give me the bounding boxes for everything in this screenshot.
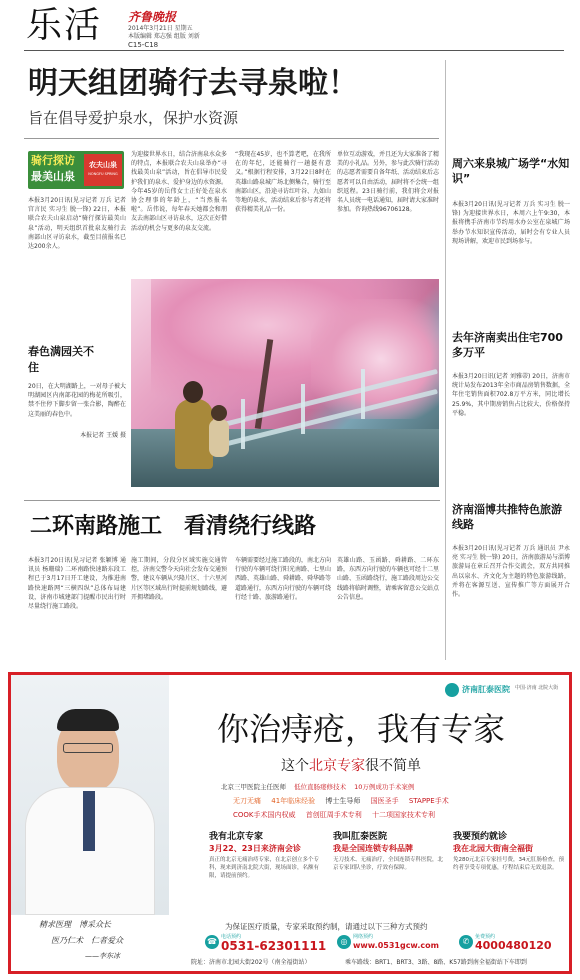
- contact-hotline: [459, 933, 569, 953]
- contact-phone: [205, 933, 329, 953]
- tag-low-fistula: 低位直肠瘘修技术: [294, 783, 347, 791]
- tag-stappe: STAPPE手术: [408, 797, 449, 805]
- road-col-4: 英雄山路、玉函路、舜耕路、二环东路，东西方向行驶的车辆也可经十二里山路、玉函路绕行，施工路段周边公交线路将临时调整，请乘客留意公交站点公告信息。: [337, 557, 439, 601]
- hospital-name: 济南肛泰医院: [462, 685, 510, 694]
- rail-post-1: [241, 399, 245, 449]
- side-item2-title: 去年济南卖出住宅700多万平: [452, 331, 563, 359]
- calligraphy-line-1: 精求医理 博采众长: [39, 920, 111, 929]
- hospital-sub: 中国·济南 北院大街: [515, 685, 559, 691]
- feature-tags-row1: [221, 781, 561, 793]
- info-box-2-highlight: 我是全国连锁专科品牌: [333, 844, 413, 853]
- rail-post-3: [361, 369, 365, 419]
- road-rule: [24, 500, 440, 501]
- globe-icon: ◎: [337, 935, 351, 949]
- side-item3-title: 济南淄博共推特色旅游线路: [452, 503, 562, 531]
- tag-master: 国医圣手: [370, 797, 399, 805]
- hospital-logo: [445, 681, 565, 703]
- side-item3-body: 本报3月20日讯(见习记者 万兵 通讯员 尹永亮 实习生 脱一锋) 20日，济南旅游局与淄博旅游局在章丘召开合作交流会，双方共同推出以泉水、齐文化为主题的特色旅游线路，并将在客源互送、宣传推广等方面展开合作。: [452, 545, 570, 599]
- tag-cook: COOK手术国内权威: [233, 811, 296, 819]
- feature-tags-row2: [233, 795, 572, 807]
- photo-title: 春色满园关不住: [28, 345, 94, 374]
- calligraphy-line-2: 医乃仁术 仁者爱众: [51, 936, 123, 945]
- photo-caption: 20日，在大明湖路上，一对母子被大明湖园区内南部花园的梅花所吸引，禁不住停下脚步留一张合影，陶醉在这美丽的春色中。: [28, 383, 126, 418]
- road-col-1: 本报3月20日讯(见习记者 张颖博 通讯员 杨珊瑞) 二环南路快速路东段工程已于3月17日开工建设，为推进南路快速路网“三横四纵”总体布局建设，济南市城建部门提醒市民出行时尽量绕行施工路段。: [28, 557, 126, 611]
- info-box-experts: [209, 831, 321, 919]
- info-box-1-highlight: 3月22、23日来济南会诊: [209, 844, 301, 853]
- tag-chief: 北京三甲医院主任医师: [221, 783, 286, 791]
- feature-tags-row3: [233, 809, 572, 821]
- feature-col-3: “我现在45岁，也不算老吧，在我所在的年纪，还能骑行一趟挺有意义。”根据行程安排，3月22日8时在英雄山路泉城广场北侧集合，骑行至南部山区，沿途寻访红叶谷、九如山等地的泉水，活动结束后参与者还将获得精美礼品一份。: [235, 151, 331, 214]
- road-headline: 二环南路施工 看清绕行线路: [30, 514, 317, 539]
- child-head: [211, 405, 227, 421]
- editors-line: 本版编辑 郑志强 组版 刘新: [128, 33, 200, 40]
- doctor-glasses: [63, 743, 113, 753]
- hotline-number[interactable]: 4000480120: [475, 939, 552, 952]
- ad-bus-route: 乘车路线：BRT1、BRT3、3路、8路、K57路到南全福街站下车即到: [345, 959, 527, 966]
- side-item2-body: 本报3月20日讯(记者 刘雅蒂) 20日，济南市统计局发布2013年全市商品房销售数据，全年住宅销售面积702.8万平方米，同比增长25.9%，其中期房销售占比较大，价格保持平稳。: [452, 373, 570, 417]
- doctor-portrait: [11, 675, 169, 915]
- tag-tech: 十二项国家技术专利: [371, 811, 435, 819]
- info-box-1-title: 我有北京专家: [209, 832, 264, 842]
- tag-cases: 10万例成功手术案例: [354, 783, 415, 791]
- tag-experience: 41年临床经验: [271, 797, 316, 805]
- feature-col-2: 为迎接世界水日，结合济南泉水众多的特点，本报联合农夫山泉举办“寻找最美山泉”活动，旨在倡导市民爱护我们的泉水、爱护身边的水资源。今年45岁的岳伟女士正好处在泉水协会理事的年龄上，“当然报名啦”。岳伟说，每年春天她都会和朋友去南部山区寻访泉水，这次正好借活动的机会与更多的泉友交流。: [131, 151, 227, 232]
- hotline-icon: ✆: [459, 935, 473, 949]
- ad-subtitle-post: 很不简单: [365, 758, 421, 774]
- date-line: 2014年3月21日 星期五: [128, 25, 193, 32]
- photo-credit: 本报记者 王媛 摄: [80, 432, 126, 439]
- headline-rule: [24, 138, 439, 139]
- doctor-hair: [57, 709, 119, 731]
- doctor-tie: [83, 791, 95, 851]
- phone-label: 电话预约: [221, 934, 242, 940]
- tag-phd: 博士生导师: [325, 797, 361, 805]
- hospital-logo-icon: [445, 683, 459, 697]
- web-address[interactable]: www.0531gcw.com: [353, 941, 439, 950]
- ad-subtitle-pre: 这个: [281, 758, 309, 774]
- info-box-2-title: 我叫肛泰医院: [333, 832, 388, 842]
- contact-web: [337, 933, 457, 953]
- feature-subhead: 旨在倡导爱护泉水，保护水资源: [28, 109, 239, 127]
- paper-logo: 齐鲁晚报: [128, 10, 177, 24]
- logo-line-1: 骑行探访: [31, 154, 75, 167]
- page-range: C15-C18: [128, 41, 159, 49]
- sponsor-en: NONGFU SPRING: [88, 172, 118, 176]
- feature-headline: 明天组团骑行去寻泉啦！: [28, 66, 358, 101]
- tag-painless: 无刀无痛: [233, 797, 261, 805]
- info-box-1-body: 真正的北京无痛治痔专家，在北京创立多个专科，现来到济南北院大街，现场面诊，名额有限，请提前预约。: [209, 857, 320, 879]
- ad-slogan: 你治痔疮，我有专家: [217, 710, 506, 748]
- side-item1-body: 本报3月20日讯(见习记者 万兵 实习生 脱一锋) 为迎接世界水日，本周六上午9:30，本报将携手济南市节约用水办公室在泉城广场举办节水知识宣传活动，届时会有专业人员现场讲解，欢迎市民到场参与。: [452, 201, 570, 245]
- phone-number[interactable]: 0531-62301111: [221, 939, 327, 953]
- sponsor-box: [84, 154, 122, 186]
- side-divider: [445, 60, 446, 660]
- tag-patent: 首创肛周手术专利: [305, 811, 362, 819]
- side-item1-title: 周六来泉城广场学“水知识”: [452, 157, 570, 185]
- ad-subtitle-em: 北京专家: [309, 758, 365, 774]
- masthead-rule: [24, 50, 564, 51]
- info-box-3-highlight: 我在北园大街南全福街: [453, 844, 533, 853]
- rail-post-2: [301, 384, 305, 434]
- sponsor-name: 农夫山泉: [89, 161, 117, 169]
- logo-line-2: 最美山泉: [31, 170, 75, 183]
- info-box-2-body: 无刀技术、无痛治疗，全国连锁专科医院，北京专家团队坐诊，疗效有保障。: [333, 857, 444, 871]
- road-col-2: 施工期间，分段分区域实施交通管控，济南交警今天向社会发布交通预警，建议车辆从兴隆片区、十六里河片区等区域出行时提前规划路线，避开拥堵路段。: [131, 557, 227, 601]
- feature-col-4: 单位互动游戏，并且还为大家准备了精美的小礼品。另外，参与此次骑行活动的志愿者需要自备年纸、活动结束后志愿者可以自由活动，届时将不会统一组织返程。23日骑行前，我们将会对报名人员统一电话通知，届时请大家准时参加。咨询热线96706128。: [337, 151, 439, 214]
- mother-figure: [175, 399, 213, 469]
- ad-address: 院址：济南市北园大街202号（南全福街站）: [191, 959, 311, 966]
- blossom-tree-2: [311, 299, 439, 419]
- ad-guarantee: 为保证医疗质量，专家采取预约制，请通过以下三种方式预约: [225, 922, 428, 931]
- spring-photo: [131, 279, 439, 487]
- masthead: [24, 6, 564, 48]
- child-figure: [209, 419, 229, 457]
- feature-col-1: 本报3月20日讯(见习记者 万兵 记者 宫言民 实习生 脱一锋) 22日，本报联合农夫山泉启动“骑行探访最美山泉”活动，明天组织首批泉友骑行去南部山区寻访泉水，截至目前报名已达200余人。: [28, 197, 126, 251]
- section-title: 乐活: [26, 5, 103, 46]
- event-logo: [28, 151, 124, 189]
- info-box-hospital: [333, 831, 443, 919]
- web-label: 网络预约: [353, 934, 374, 940]
- info-box-3-body: 免280元北京专家挂号费，34元肛肠检查，预约者享受专项优惠，疗程结束后无效退款。: [453, 857, 564, 871]
- mother-head: [183, 381, 203, 403]
- hospital-ad: [8, 672, 572, 974]
- calligraphy-signature: ——李东冰: [85, 952, 120, 960]
- info-box-3-title: 我要预约就诊: [453, 832, 508, 842]
- road-col-3: 车辆需要经过施工路段的，南北方向行驶的车辆可绕行阳光南路、七里山西路、英雄山路、舜耕路、舜华路等道路通行，东西方向行驶的车辆可绕行经十路、旅游路通行。: [235, 557, 331, 601]
- hotline-label: 免费预约: [475, 934, 496, 940]
- ad-subtitle: [281, 757, 421, 775]
- phone-icon: ☎: [205, 935, 219, 949]
- info-box-booking: [453, 831, 567, 919]
